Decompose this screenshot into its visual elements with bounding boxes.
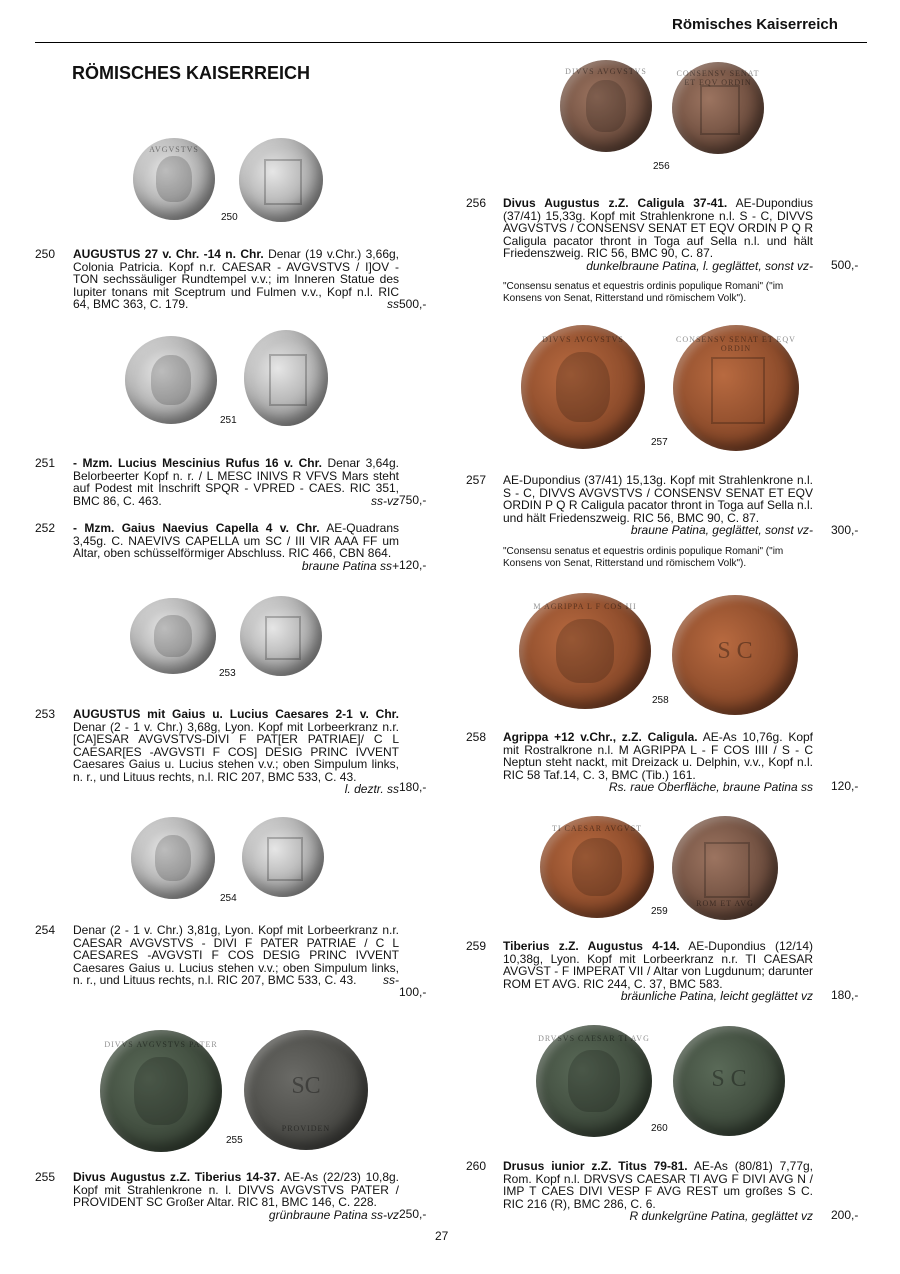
lot-heading: Divus Augustus z.Z. Caligula 37-41. xyxy=(503,196,728,210)
lot-description xyxy=(73,708,399,796)
lot-heading: AUGUSTUS 27 v. Chr. -14 n. Chr. xyxy=(73,247,264,261)
lot-heading: Agrippa +12 v.Chr., z.Z. Caligula. xyxy=(503,730,698,744)
lot-260 xyxy=(466,1160,866,1224)
lot-condition: grünbraune Patina ss-vz xyxy=(268,1207,399,1222)
image-lot-number: 257 xyxy=(651,437,668,448)
lot-price: 500,- xyxy=(831,258,859,272)
image-lot-number: 250 xyxy=(221,212,238,223)
lot-description xyxy=(503,940,813,1003)
lot-condition: Rs. raue Oberfläche, braune Patina ss xyxy=(608,780,813,794)
lot-price: 300,- xyxy=(831,523,859,537)
lot-condition: l. deztr. ss xyxy=(344,782,399,796)
lot-price: 200,- xyxy=(831,1208,859,1222)
lot-text: AE-As 10,76g. Kopf mit Rostralkrone n.l. M AGRIPPA L - F COS IIII / S - C Neptun steht nackt, mit Dreizack u. Delphin, v.v., Kopf n.l. RIC 58 Taf.14, C. 3, BMC (Tib.) 161. xyxy=(503,730,814,782)
lot-256 xyxy=(466,197,866,273)
lot-number: 252 xyxy=(35,521,56,535)
lot-252 xyxy=(35,522,435,574)
lot-description xyxy=(503,474,813,537)
lot-number: 254 xyxy=(35,923,56,937)
lot-text: AE-Dupondius (37/41) 15,33g. Kopf mit Strahlenkrone n.l. S - C, DIVVS AVGVSTVS / CONSENSV SENAT ET EQV ORDIN P Q R Caligula pacator thront in Toga auf Sella n.l. und hält Friedenszweig. RIC 56, BMC 90, C. 87. xyxy=(503,196,813,260)
lot-price: 120,- xyxy=(399,558,427,572)
header-rule xyxy=(35,42,867,43)
lot-text: AE-Quadrans 3,45g. C. NAEVIVS CAPELLA um SC / III VIR AAA FF um Altar, oben schüsselförmiger Abschluss. RIC 466, CBN 864. xyxy=(73,521,399,560)
lot-price: 100,- xyxy=(399,985,427,999)
coin-obverse-258: M AGRIPPA L F COS III xyxy=(519,593,651,709)
lot-condition: R dunkelgrüne Patina, geglättet vz xyxy=(629,1209,813,1223)
coin-reverse-253 xyxy=(240,596,322,676)
image-lot-number: 259 xyxy=(651,906,668,917)
lot-condition: braune Patina ss+ xyxy=(301,558,399,573)
lot-number: 260 xyxy=(466,1159,487,1173)
coin-obverse-255: DIVVS AVGVSTVS PATER xyxy=(100,1030,222,1152)
lot-number: 258 xyxy=(466,730,487,744)
lot-text: Denar (2 - 1 v. Chr.) 3,81g, Lyon. Kopf mit Lorbeerkranz n.r. CAESAR AVGVSTVS - DIVI F PATER PATRIAE / C L CAESARES -AVGVSTI F COS DESIG PRINC IVVENT Caesares Gaius u. Lucius stehen v.v.; oben Simpulum links, n. r., und Lituus rechts, n.l. RIC 207, BMC 533, C. 43. xyxy=(73,923,399,987)
lot-text: AE-As (80/81) 7,77g, Rom. Kopf n.l. DRVSVS CAESAR TI AVG F DIVI AVG N / IMP T CAES DIVI VESP F AVG REST um großes S C. RIC 216 (R), BMC 286, C. 6. xyxy=(503,1159,814,1211)
lot-price: 500,- xyxy=(399,297,427,311)
coin-reverse-258: S C xyxy=(672,595,798,715)
lot-text: AE-Dupondius (12/14) 10,38g, Lyon. Kopf mit Lorbeerkranz n.r. TI CAESAR AVGVST - F IMPERAT VII / Altar von Lugdunum; darunter ROM ET AVG. RIC 244, C. 37, BMC 583. xyxy=(503,939,814,991)
lot-text: Denar (2 - 1 v. Chr.) 3,68g, Lyon. Kopf mit Lorbeerkranz n.r. [CA]ESAR AVGVSTVS-DIVI F PAT[ER PATRIAE]/ C L CAESAR[ES -AVGVSTI F COS] DESIG PRINC IVVENT Caesares Gaius u. Lucius stehen v.v.; oben Simpulum links, n. r., und Lituus rechts, n.l. RIC 207, BMC 533, C. 43. xyxy=(73,719,399,784)
lot-number: 251 xyxy=(35,456,56,470)
lot-259 xyxy=(466,940,866,1004)
coin-obverse-257: DIVVS AVGVSTVS xyxy=(521,325,645,449)
lot-number: 256 xyxy=(466,196,487,210)
coin-reverse-255: SC PROVIDEN xyxy=(244,1030,368,1150)
image-lot-number: 254 xyxy=(220,893,237,904)
lot-condition: ss xyxy=(387,297,399,311)
coin-reverse-251 xyxy=(244,330,328,426)
coin-reverse-257: CONSENSV SENAT ET EQV ORDIN xyxy=(673,325,799,451)
coin-reverse-250 xyxy=(239,138,323,222)
lot-description xyxy=(503,1160,813,1223)
lot-condition: bräunliche Patina, leicht geglättet vz xyxy=(620,989,813,1003)
lot-256-note: "Consensu senatus et equestris ordinis populique Romani" ("im Konsens von Senat, Ritterstand und römischem Volk"). xyxy=(503,281,784,304)
image-lot-number: 256 xyxy=(653,161,670,172)
lot-heading: Tiberius z.Z. Augustus 4-14. xyxy=(503,939,680,953)
lot-heading: Drusus iunior z.Z. Titus 79-81. xyxy=(503,1159,688,1173)
lot-253 xyxy=(35,708,435,796)
lot-number: 255 xyxy=(35,1170,56,1184)
coin-reverse-260: S C xyxy=(673,1026,785,1136)
image-lot-number: 251 xyxy=(220,415,237,426)
lot-number: 259 xyxy=(466,939,487,953)
lot-price: 180,- xyxy=(831,988,859,1002)
lot-251 xyxy=(35,457,435,509)
image-lot-number: 255 xyxy=(226,1135,243,1146)
lot-condition: dunkelbraune Patina, l. geglättet, sonst vz- xyxy=(586,258,813,273)
lot-258 xyxy=(466,731,866,795)
lot-number: 250 xyxy=(35,247,56,261)
lot-257 xyxy=(466,474,866,538)
coin-obverse-251 xyxy=(125,336,217,424)
image-lot-number: 260 xyxy=(651,1123,668,1134)
page-number: 27 xyxy=(435,1229,449,1243)
lot-description xyxy=(73,1171,399,1221)
lot-257-note: "Consensu senatus et equestris ordinis populique Romani" ("im Konsens von Senat, Ritterstand und römischem Volk"). xyxy=(503,546,784,569)
coin-obverse-250: AVGVSTVS xyxy=(133,138,215,220)
lot-heading: Divus Augustus z.Z. Tiberius 14-37. xyxy=(73,1170,281,1184)
lot-text: Denar (19 v.Chr.) 3,66g, Colonia Patricia. Kopf n.r. CAESAR - AVGVSTVS / I]OV - TON sechssäuliger Rundtempel v.v.; im Inneren Statue des Iupiter tonans mit Sceptrum und Fulmen v.v., Kopf n.l. RIC 64, BMC 363, C. 179. xyxy=(73,247,399,311)
page-title: RÖMISCHES KAISERREICH xyxy=(72,63,311,83)
image-lot-number: 258 xyxy=(652,695,669,706)
coin-obverse-259: TI CAESAR AVGVST xyxy=(540,816,654,918)
lot-text: AE-Dupondius (37/41) 15,13g. Kopf mit Strahlenkrone n.l. S - C, DIVVS AVGVSTVS / CONSENSV SENAT ET EQV ORDIN P Q R Caligula pacator thront in Toga auf Sella n.l. und hält Friedenszweig. RIC 56, BMC 90, C. 87. xyxy=(503,473,813,525)
lot-description xyxy=(73,924,399,987)
lot-text: Denar 3,64g. Belorbeerter Kopf n. r. / L MESC INIVS R VFVS Mars steht auf Podest mit Inschrift SPQR - VPRED - CAES. RIC 351, BMC 86, C. 463. xyxy=(73,456,399,508)
lot-text: AE-As (22/23) 10,8g. Kopf mit Strahlenkrone n. l. DIVVS AVGVSTVS PATER / PROVIDENT SC Großer Altar. RIC 81, BMC 146, C. 228. xyxy=(73,1170,400,1209)
lot-description xyxy=(503,731,813,794)
lot-number: 257 xyxy=(466,473,487,487)
lot-condition: ss- xyxy=(383,973,399,987)
lot-description xyxy=(503,197,813,272)
coin-obverse-254 xyxy=(131,817,215,899)
coin-obverse-260: DRVSVS CAESAR TI AVG xyxy=(536,1025,652,1137)
lot-description xyxy=(73,248,399,311)
lot-condition: braune Patina, geglättet, sonst vz- xyxy=(630,523,813,537)
lot-price: 750,- xyxy=(399,493,427,507)
image-lot-number: 253 xyxy=(219,668,236,679)
coin-reverse-259: ROM ET AVG xyxy=(672,816,778,920)
lot-heading: AUGUSTUS mit Gaius u. Lucius Caesares 2-1 v. Chr. xyxy=(73,707,399,721)
lot-price: 250,- xyxy=(399,1207,427,1221)
lot-heading: - Mzm. Gaius Naevius Capella 4 v. Chr. xyxy=(73,521,320,535)
coin-obverse-253 xyxy=(130,598,216,674)
lot-price: 120,- xyxy=(831,779,859,793)
coin-reverse-254 xyxy=(242,817,324,897)
lot-heading: - Mzm. Lucius Mescinius Rufus 16 v. Chr. xyxy=(73,456,322,470)
coin-reverse-256: CONSENSV SENAT ET EQV ORDIN xyxy=(672,62,764,154)
running-header: Römisches Kaiserreich xyxy=(672,16,838,33)
coin-obverse-256: DIVVS AVGVSTVS xyxy=(560,60,652,152)
lot-number: 253 xyxy=(35,707,56,721)
lot-description xyxy=(73,457,399,507)
lot-254 xyxy=(35,924,435,1000)
lot-250 xyxy=(35,248,435,312)
lot-255 xyxy=(35,1171,435,1223)
lot-condition: ss-vz xyxy=(371,493,399,508)
lot-description xyxy=(73,522,399,572)
lot-price: 180,- xyxy=(399,780,427,794)
